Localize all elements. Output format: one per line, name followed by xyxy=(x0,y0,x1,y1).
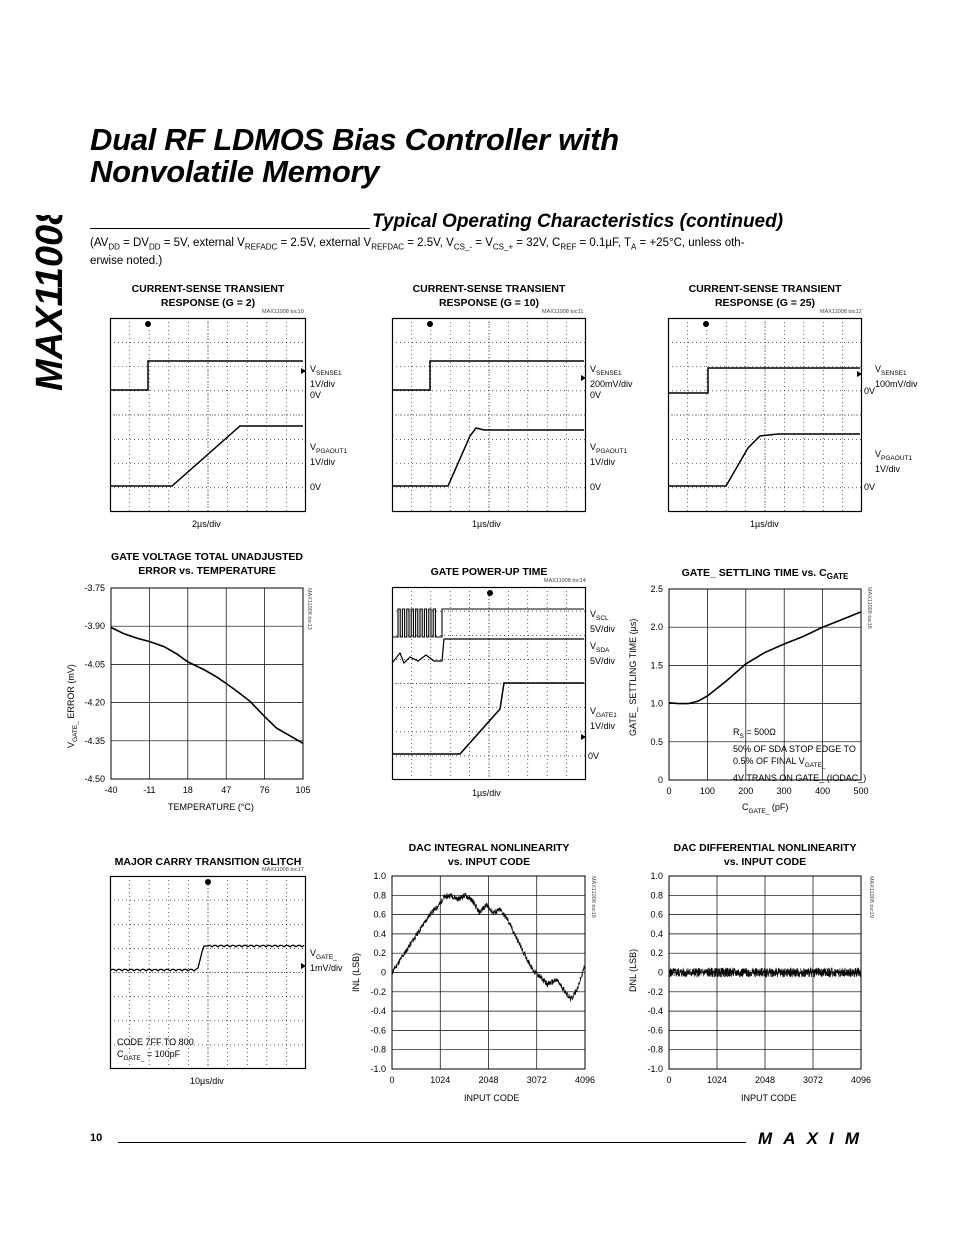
scope1-ch2-label: $V_{PGAOUT1}$ 1V/div xyxy=(310,442,348,467)
y-tick-label: -4.50 xyxy=(84,774,105,784)
scope2-ch2-zero: 0V xyxy=(590,482,602,492)
test-conditions: ($AV_{DD} = DV_{DD} = 5V$, external $V_{REFADC} = 2.5V$, external $V_{REFDAC} = 2.5V$, $V_{CS\_-} = V_{CS\_+} = 32V$, $C_{REF} = 0.1\mu F$, $T_A = +25^\circ C$, unless oth- erwise noted.) xyxy=(90,237,745,268)
x-tick-label: 1024 xyxy=(706,1075,728,1085)
chart-inl-ylabel: INL (LSB) xyxy=(351,952,361,992)
y-tick-label: -0.8 xyxy=(370,1044,386,1055)
x-tick-label: 500 xyxy=(853,786,869,796)
scope3-timebase: 1µs/div xyxy=(750,519,779,529)
y-tick-label: -1.0 xyxy=(647,1064,663,1074)
scope2-title: CURRENT-SENSE TRANSIENT RESPONSE (G = 10) xyxy=(412,283,566,309)
y-tick-label: 1.5 xyxy=(650,660,663,671)
chart-inl-toc: MAX11008 toc18 xyxy=(590,876,596,918)
chart-settle-ylabel: GATE_ SETTLING TIME (µs) xyxy=(628,618,638,736)
y-tick-label: -0.2 xyxy=(370,986,386,997)
y-tick-label: -1.0 xyxy=(370,1064,386,1074)
x-tick-label: 105 xyxy=(295,785,311,795)
scope5-ch1-label: $V_{GATE\_}$ 1mV/div xyxy=(310,948,343,973)
chart-tue-toc: MAX11008 toc13 xyxy=(306,588,312,630)
chart-inl-title: DAC INTEGRAL NONLINEARITY vs. INPUT CODE xyxy=(408,842,570,868)
section-title: Typical Operating Characteristics (continued) xyxy=(372,211,784,232)
y-tick-label: -0.4 xyxy=(647,1006,663,1017)
scope2-timebase: 1µs/div xyxy=(472,519,501,529)
y-tick-label: 0.8 xyxy=(650,890,663,901)
x-tick-label: 2048 xyxy=(478,1075,499,1085)
x-tick-label: 100 xyxy=(699,786,715,796)
y-tick-label: 0 xyxy=(657,967,663,978)
scope1-ch2-zero: 0V xyxy=(310,482,322,492)
y-tick-label: -4.05 xyxy=(84,659,105,670)
scope4-ch3-zero: 0V xyxy=(588,751,600,761)
x-tick-label: 400 xyxy=(815,786,831,796)
scope3-toc: MAX11008 toc12 xyxy=(820,309,862,315)
y-tick-label: -4.35 xyxy=(84,735,105,746)
scope5-title: MAJOR CARRY TRANSITION GLITCH xyxy=(114,856,302,868)
chart-settle-title: GATE_ SETTLING TIME vs. $C_{GATE}$ xyxy=(681,567,849,582)
maxim-logo-text: MAXIM xyxy=(758,1129,862,1148)
chart-dnl-toc: MAX11008 toc19 xyxy=(868,876,874,918)
chart-dnl-xlabel: INPUT CODE xyxy=(741,1093,797,1103)
scope4-ch3-label: $V_{GATE1}$ 1V/div xyxy=(590,706,617,731)
y-tick-label: 0.6 xyxy=(373,909,386,920)
y-tick-label: -0.4 xyxy=(370,1006,386,1017)
chart-tue-ylabel: $V_{GATE\_}$ ERROR (mV) xyxy=(66,664,79,748)
y-tick-label: 0.5 xyxy=(650,736,663,747)
scope2-toc: MAX11008 toc11 xyxy=(542,309,584,315)
scope4-ch1-label: $V_{SCL}$ 5V/div xyxy=(590,609,616,634)
x-tick-label: 18 xyxy=(182,785,193,795)
page-title-line-1: Dual RF LDMOS Bias Controller with xyxy=(90,122,619,157)
scope1-title: CURRENT-SENSE TRANSIENT RESPONSE (G = 2) xyxy=(131,283,285,309)
scope1-timebase: 2µs/div xyxy=(192,519,221,529)
x-tick-label: 0 xyxy=(666,786,672,796)
y-tick-label: 0.2 xyxy=(373,948,386,959)
y-tick-label: 0.2 xyxy=(650,948,663,959)
chart-tue-title: GATE VOLTAGE TOTAL UNADJUSTED ERROR vs. TEMPERATURE xyxy=(111,551,303,577)
page-title-line-2: Nonvolatile Memory xyxy=(90,154,380,189)
x-tick-label: 3072 xyxy=(526,1075,547,1085)
y-tick-label: 0.8 xyxy=(373,890,386,901)
chart-settle-xlabel: $C_{GATE\_}$ (pF) xyxy=(742,802,789,815)
y-tick-label: 1.0 xyxy=(650,698,663,709)
x-tick-label: 0 xyxy=(666,1075,672,1085)
x-tick-label: 200 xyxy=(738,786,754,796)
x-tick-label: -40 xyxy=(104,785,118,795)
y-tick-label: -0.8 xyxy=(647,1044,663,1055)
scope5-timebase: 10µs/div xyxy=(190,1076,224,1086)
y-tick-label: 0 xyxy=(657,775,663,785)
x-tick-label: 4096 xyxy=(850,1075,872,1085)
scope2-ch2-label: $V_{PGAOUT1}$ 1V/div xyxy=(590,442,628,467)
side-title-text: MAX11008 xyxy=(29,215,71,391)
y-tick-label: -3.75 xyxy=(84,583,105,593)
scope4-title: GATE POWER-UP TIME xyxy=(430,566,548,578)
x-tick-label: 300 xyxy=(776,786,792,796)
x-tick-label: 2048 xyxy=(754,1075,776,1085)
chart-settle-toc: MAX11008 toc16 xyxy=(866,587,872,629)
chart-dnl-ylabel: DNL (LSB) xyxy=(628,948,638,992)
y-tick-label: -0.2 xyxy=(647,986,663,997)
maxim-logo xyxy=(756,1128,866,1148)
scope3-ch2-label: $V_{PGAOUT1}$ 1V/div xyxy=(875,449,913,474)
scope3-ch1-label: $V_{SENSE1}$ 100mV/div xyxy=(875,364,918,389)
y-tick-label: 2.0 xyxy=(650,622,663,633)
scope4-timebase: 1µs/div xyxy=(472,788,501,798)
chart-settle-note: $R_S = 500\Omega$ 50% OF SDA STOP EDGE TO 0.5% OF FINAL $V_{GATE\_}$ 4V TRANS ON GATE_ (IODAC_) xyxy=(733,727,867,783)
y-tick-label: 1.0 xyxy=(650,871,663,881)
y-tick-label: -4.20 xyxy=(84,697,105,708)
scope3-ch1-zero: 0V xyxy=(864,386,876,396)
x-tick-label: 76 xyxy=(259,785,270,795)
page-number: 10 xyxy=(90,1132,103,1144)
y-tick-label: 0.4 xyxy=(650,928,663,939)
x-tick-label: 1024 xyxy=(430,1075,451,1085)
x-tick-label: 4096 xyxy=(574,1075,596,1085)
y-tick-label: -3.90 xyxy=(84,621,105,632)
footer-rule xyxy=(118,1142,746,1143)
chart-tue-xlabel: TEMPERATURE (°C) xyxy=(168,802,254,812)
x-tick-label: 3072 xyxy=(802,1075,824,1085)
scope4-ch2-label: $V_{SDA}$ 5V/div xyxy=(590,641,616,666)
y-tick-label: 1.0 xyxy=(373,871,386,881)
scope2-ch1-label: $V_{SENSE1}$ 200mV/div 0V xyxy=(590,364,633,400)
scope3-ch2-zero: 0V xyxy=(864,482,876,492)
chart-dnl-title: DAC DIFFERENTIAL NONLINEARITY vs. INPUT CODE xyxy=(673,842,857,868)
x-tick-label: 0 xyxy=(389,1075,395,1085)
y-tick-label: 0.4 xyxy=(373,928,386,939)
scope3-title: CURRENT-SENSE TRANSIENT RESPONSE (G = 25) xyxy=(688,283,842,309)
scope4-toc: MAX11008 toc14 xyxy=(544,578,586,584)
scope1-ch1-label: $V_{SENSE1}$ 1V/div 0V xyxy=(310,364,342,400)
x-tick-label: 47 xyxy=(221,785,232,795)
y-tick-label: 0 xyxy=(380,967,386,978)
y-tick-label: 2.5 xyxy=(650,584,663,594)
scope1-toc: MAX11008 toc10 xyxy=(262,309,304,315)
chart-inl-xlabel: INPUT CODE xyxy=(464,1093,520,1103)
scope5-note: CODE 7FF TO 800 $C_{GATE\_} = 100pF$ xyxy=(117,1037,194,1062)
y-tick-label: 0.6 xyxy=(650,909,663,920)
y-tick-label: -0.6 xyxy=(647,1025,663,1036)
x-tick-label: -11 xyxy=(143,785,156,795)
y-tick-label: -0.6 xyxy=(370,1025,386,1036)
scope5-toc: MAX11008 toc17 xyxy=(262,867,304,873)
